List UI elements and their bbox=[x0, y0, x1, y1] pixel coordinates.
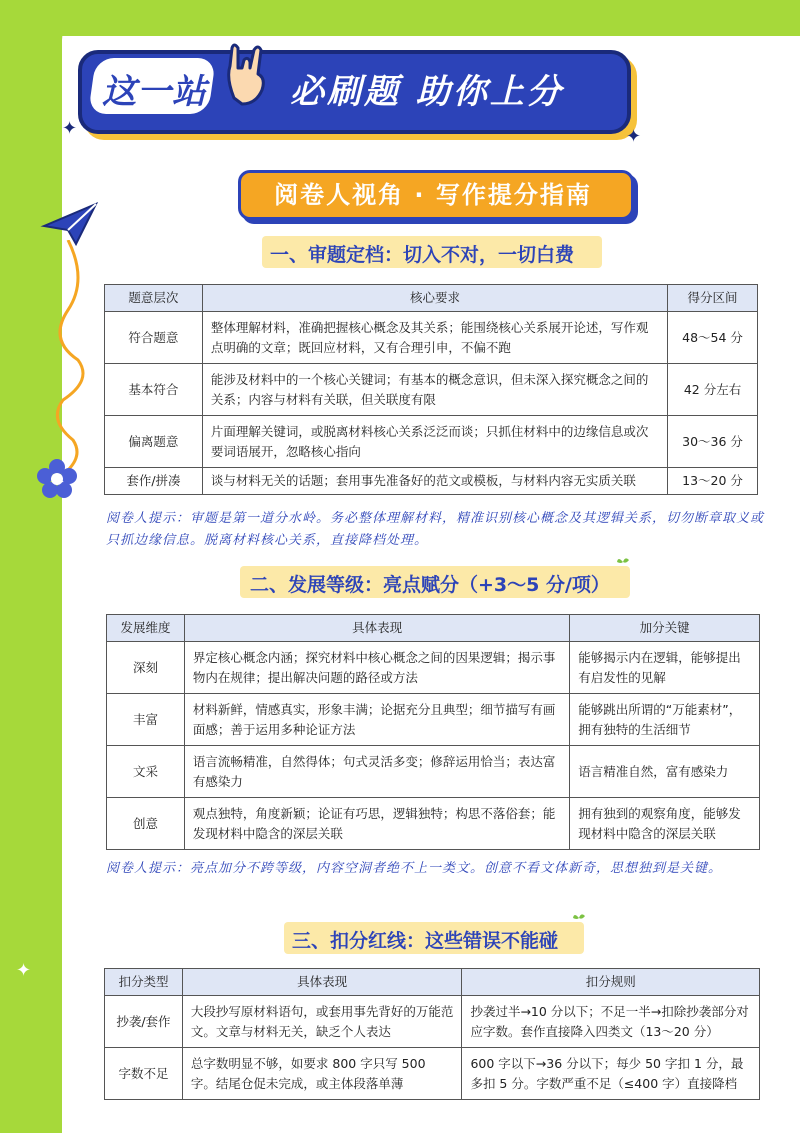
table-cell: 片面理解关键词，或脱离材料核心关系泛泛而谈；只抓住材料中的边缘信息或次要词语展开，忽略核心指向 bbox=[202, 416, 667, 468]
table-cell: 48～54 分 bbox=[668, 312, 758, 364]
table-cell: 拥有独到的观察角度，能够发现材料中隐含的深层关联 bbox=[570, 798, 760, 850]
table-header: 核心要求 bbox=[202, 285, 667, 312]
table-row bbox=[107, 746, 760, 798]
banner-left-text: 这一站 bbox=[102, 72, 207, 112]
table-header-row bbox=[105, 285, 758, 312]
section2-tip: 阅卷人提示：亮点加分不跨等级，内容空洞者绝不上一类文。创意不看文体新奇，思想独到是关键。 bbox=[106, 861, 723, 876]
table-cell: 深刻 bbox=[107, 642, 185, 694]
table-cell: 材料新鲜，情感真实，形象丰满；论据充分且典型；细节描写有画面感；善于运用多种论证方法 bbox=[184, 694, 569, 746]
section3-table bbox=[104, 968, 760, 1100]
table-cell: 能够揭示内在逻辑，能够提出有启发性的见解 bbox=[570, 642, 760, 694]
table-cell: 语言精准自然，富有感染力 bbox=[570, 746, 760, 798]
star-icon: ✦ bbox=[626, 126, 642, 147]
table-cell: 符合题意 bbox=[105, 312, 203, 364]
table-row bbox=[105, 468, 758, 495]
sprout-icon bbox=[572, 912, 586, 926]
table-cell: 谈与材料无关的话题；套用事先准备好的范文或模板，与材料内容无实质关联 bbox=[202, 468, 667, 495]
table-row bbox=[105, 996, 760, 1048]
table-cell: 大段抄写原材料语句，或套用事先背好的万能范文。文章与材料无关，缺乏个人表达 bbox=[182, 996, 462, 1048]
table-header: 发展维度 bbox=[107, 615, 185, 642]
table-cell: 抄袭/套作 bbox=[105, 996, 183, 1048]
table-header: 具体表现 bbox=[184, 615, 569, 642]
table-cell: 套作/拼凑 bbox=[105, 468, 203, 495]
table-header: 扣分规则 bbox=[462, 969, 760, 996]
table-cell: 整体理解材料，准确把握核心概念及其关系；能围绕核心关系展开论述，写作观点明确的文章；既回应材料，又有合理引申，不偏不跑 bbox=[202, 312, 667, 364]
table-cell: 13～20 分 bbox=[668, 468, 758, 495]
section2-table bbox=[106, 614, 760, 850]
table-cell: 30～36 分 bbox=[668, 416, 758, 468]
table-cell: 语言流畅精准，自然得体；句式灵活多变；修辞运用恰当；表达富有感染力 bbox=[184, 746, 569, 798]
table-header: 扣分类型 bbox=[105, 969, 183, 996]
flower-icon bbox=[36, 458, 78, 500]
table-cell: 抄袭过半→10 分以下；不足一半→扣除抄袭部分对应字数。套作直接降入四类文（13～20 分） bbox=[462, 996, 760, 1048]
table-cell: 600 字以下→36 分以下；每少 50 字扣 1 分，最多扣 5 分。字数严重不足（≤400 字）直接降档 bbox=[462, 1048, 760, 1100]
table-header-row bbox=[107, 615, 760, 642]
section1-table bbox=[104, 284, 758, 495]
section2-title: 二、发展等级：亮点赋分（+3～5 分/项） bbox=[250, 574, 610, 596]
table-cell: 界定核心概念内涵；探究材料中核心概念之间的因果逻辑；揭示事物内在规律；提出解决问题的路径或方法 bbox=[184, 642, 569, 694]
table-row bbox=[105, 416, 758, 468]
section1-title: 一、审题定档：切入不对，一切白费 bbox=[270, 244, 575, 266]
table-cell: 文采 bbox=[107, 746, 185, 798]
table-cell: 创意 bbox=[107, 798, 185, 850]
table-header: 具体表现 bbox=[182, 969, 462, 996]
table-row bbox=[107, 798, 760, 850]
table-row bbox=[105, 312, 758, 364]
table-cell: 能够跳出所谓的“万能素材”，拥有独特的生活细节 bbox=[570, 694, 760, 746]
table-cell: 能涉及材料中的一个核心关键词；有基本的概念意识，但未深入探究概念之间的关系；内容与材料有关联，但关联度有限 bbox=[202, 364, 667, 416]
table-row bbox=[107, 642, 760, 694]
table-row bbox=[105, 1048, 760, 1100]
table-header: 加分关键 bbox=[570, 615, 760, 642]
star-icon: ✦ bbox=[62, 118, 78, 139]
subtitle: 阅卷人视角 · 写作提分指南 bbox=[274, 181, 592, 209]
section3-title: 三、扣分红线：这些错误不能碰 bbox=[292, 930, 559, 952]
table-row bbox=[107, 694, 760, 746]
swirl-decoration bbox=[38, 240, 98, 470]
table-cell: 基本符合 bbox=[105, 364, 203, 416]
table-cell: 42 分左右 bbox=[668, 364, 758, 416]
top-stripe bbox=[62, 0, 800, 36]
table-cell: 观点独特，角度新颖；论证有巧思，逻辑独特；构思不落俗套；能发现材料中隐含的深层关联 bbox=[184, 798, 569, 850]
table-header-row bbox=[105, 969, 760, 996]
table-header: 得分区间 bbox=[668, 285, 758, 312]
table-cell: 丰富 bbox=[107, 694, 185, 746]
rock-hand-icon bbox=[216, 38, 276, 108]
sparkle-icon: ✦ bbox=[16, 960, 32, 981]
table-row bbox=[105, 364, 758, 416]
banner-right-text: 必刷题 助你上分 bbox=[290, 72, 564, 112]
table-cell: 字数不足 bbox=[105, 1048, 183, 1100]
sprout-icon bbox=[616, 556, 630, 570]
section1-tip: 阅卷人提示：审题是第一道分水岭。务必整体理解材料，精准识别核心概念及其逻辑关系，切勿断章取义或只抓边缘信息。脱离材料核心关系，直接降档处理。 bbox=[106, 511, 765, 548]
table-header: 题意层次 bbox=[105, 285, 203, 312]
table-cell: 总字数明显不够，如要求 800 字只写 500 字。结尾仓促未完成，或主体段落单薄 bbox=[182, 1048, 462, 1100]
table-cell: 偏离题意 bbox=[105, 416, 203, 468]
